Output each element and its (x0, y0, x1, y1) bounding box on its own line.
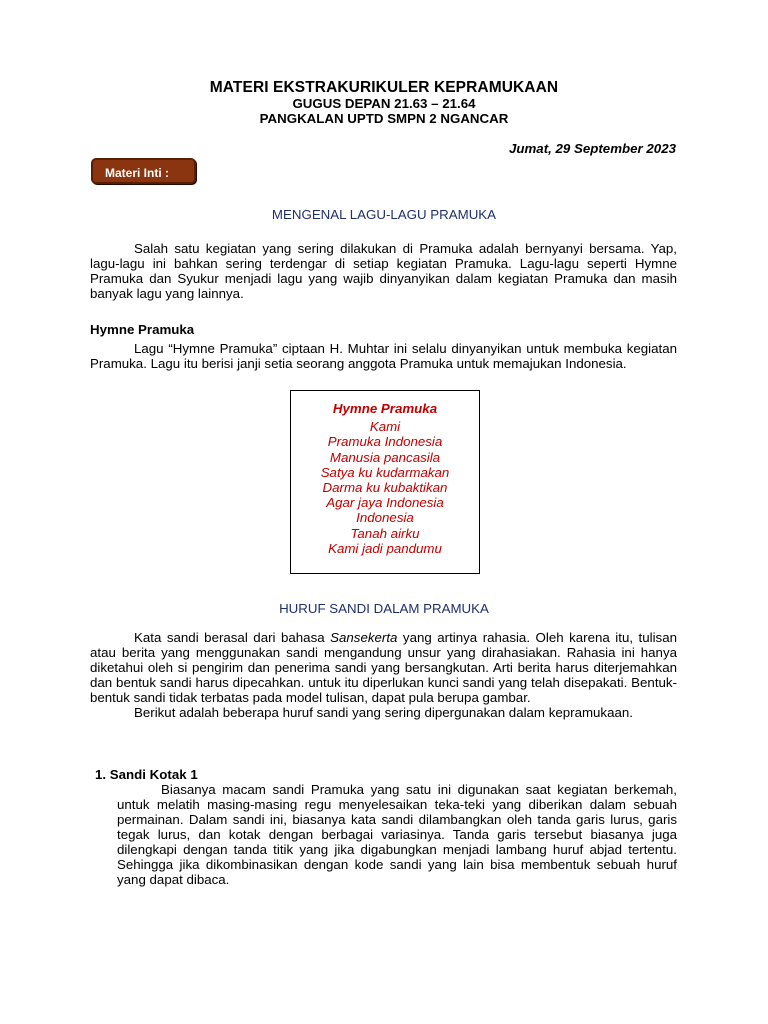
sandi-kotak-paragraph (117, 782, 677, 887)
document-subtitle-pangkalan: PANGKALAN UPTD SMPN 2 NGANCAR (259, 111, 509, 126)
sandi-italic-word: Sansekerta (330, 630, 398, 645)
sandi-kotak-heading: 1. Sandi Kotak 1 (95, 767, 198, 782)
sandi-paragraph (90, 630, 677, 720)
sandi-list-intro: Berikut adalah beberapa huruf sandi yang sering dipergunakan dalam kepramukaan. (134, 705, 633, 720)
poem-line: Pramuka Indonesia (327, 434, 443, 450)
hymne-subheading: Hymne Pramuka (90, 322, 195, 337)
section-heading-sandi: HURUF SANDI DALAM PRAMUKA (279, 601, 489, 616)
sandi-intro (90, 630, 677, 705)
poem-line: Kami jadi pandumu (328, 540, 442, 556)
document-date: Jumat, 29 September 2023 (508, 141, 676, 156)
poem-title: Hymne Pramuka (332, 401, 438, 416)
hymne-text: Lagu “Hymne Pramuka” ciptaan H. Muhtar ini selalu dinyanyikan untuk membuka kegiatan Pramuka. Lagu itu berisi janji setia seorang anggota Pramuka untuk memajukan Indonesia. (90, 341, 677, 371)
poem (290, 401, 480, 556)
document-title: MATERI EKSTRAKURIKULER KEPRAMUKAAN (209, 79, 559, 96)
poem-line: Agar jaya Indonesia (326, 495, 444, 511)
poem-line: Kami (369, 419, 401, 435)
poem-line: Darma ku kubaktikan (322, 480, 448, 496)
sandi-text-part: Kata sandi berasal dari bahasa (134, 630, 331, 645)
intro-text: Salah satu kegiatan yang sering dilakukan di Pramuka adalah bernyanyi bersama. Yap, lagu-lagu ini bahkan sering terdengar di setiap kegiatan Pramuka. Lagu-lagu seperti Hymne Pramuka dan Syukur menjadi lagu yang wajib dinyanyikan dalam kegiatan Pramuka dan masih banyak lagu yang lainnya. (90, 241, 677, 301)
materi-inti-badge: Materi Inti : (91, 158, 196, 184)
sandi-text-part: yang artinya rahasia. Oleh karena itu, tulisan atau berita yang menggunakan sandi mengandung unsur yang dirahasiakan. Rahasia ini hanya diketahui oleh si pengirim dan penerima sandi yang bersangkutan. Arti berita harus diterjemahkan dan bentuk sandi harus dipecahkan. untuk itu diperlukan kunci sandi yang telah disepakati. Bentuk-bentuk sandi tidak terbatas pada model tulisan, dapat pula berupa gambar. (90, 630, 677, 705)
sandi-kotak-text: Biasanya macam sandi Pramuka yang satu ini digunakan saat kegiatan berkemah, untuk melatih masing-masing regu menyelesaikan teka-teki yang diberikan dalam sebuah permainan. Dalam sandi ini, biasanya kata sandi dilambangkan oleh tanda garis lurus, garis tegak lurus, dan kotak dengan berbagai variasinya. Tanda garis tersebut biasanya juga dilengkapi dengan tanda titik yang jika digabungkan menjadi lambang huruf abjad tertentu. Sehingga jika dikombinasikan dengan kode sandi yang lain bisa membentuk sebuah huruf yang dapat dibaca. (117, 782, 677, 887)
hymne-paragraph (90, 341, 677, 371)
section-heading-lagu: MENGENAL LAGU-LAGU PRAMUKA (271, 207, 497, 222)
poem-line: Manusia pancasila (329, 449, 441, 465)
document-subtitle-gugus: GUGUS DEPAN 21.63 – 21.64 (292, 96, 476, 111)
intro-paragraph (90, 241, 677, 301)
poem-line: Tanah airku (350, 525, 420, 541)
poem-line: Satya ku kudarmakan (320, 464, 450, 480)
poem-line: Indonesia (356, 510, 414, 526)
